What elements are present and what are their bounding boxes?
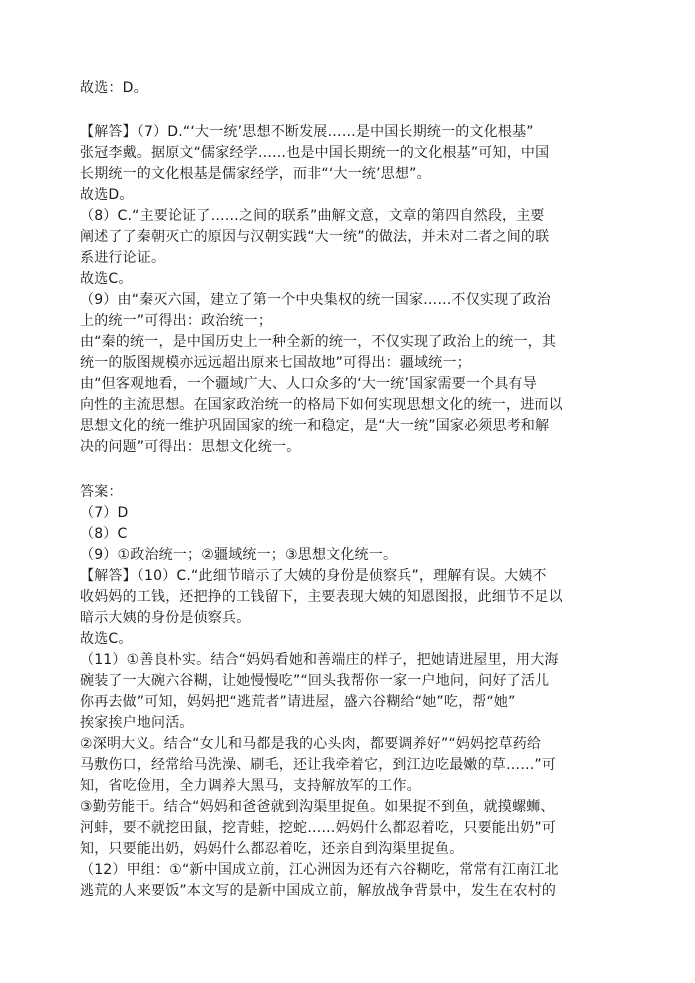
answer-heading: 答案： xyxy=(80,484,123,500)
text-line: 由“秦的统一，是中国历史上一种全新的统一，不仅实现了政治上的统一，其 xyxy=(80,334,557,350)
text-line: 故选D。 xyxy=(80,187,134,203)
text-line: 【解答】（10）C.“此细节暗示了大姨的身份是侦察兵”，理解有误。大姨不 xyxy=(80,568,547,584)
text-line: （9）①政治统一；②疆域统一；③思想文化统一。 xyxy=(80,547,398,563)
text-line: 逃荒的人来要饭”本文写的是新中国成立前，解放战争背景中，发生在农村的 xyxy=(80,883,557,899)
text-line: （7）D xyxy=(80,505,129,521)
text-line: 故选：D。 xyxy=(80,80,148,96)
text-line: 统一的版图规模亦远远超出原来七国故地”可得出：疆域统一； xyxy=(80,355,471,371)
text-line: 上的统一”可得出：政治统一； xyxy=(80,313,273,329)
text-line: ③勤劳能干。结合“妈妈和爸爸就到沟渠里捉鱼。如果捉不到鱼，就摸螺蛳、 xyxy=(80,799,555,815)
text-line: 碗装了一大碗六谷糊，让她慢慢吃”“回头我帮你一家一户地问，问好了活儿 xyxy=(80,673,550,689)
text-line: 知，只要能出奶，妈妈什么都忍着吃，还亲自到沟渠里捉鱼。 xyxy=(80,841,464,857)
text-line: 张冠李戴。据原文“儒家经学……也是中国长期统一的文化根基”可知，中国 xyxy=(80,145,550,161)
text-line: 长期统一的文化根基是儒家经学，而非“‘大一统’思想”。 xyxy=(80,166,431,182)
text-line: 【解答】（7）D.“‘大一统’思想不断发展……是中国长期统一的文化根基” xyxy=(80,124,534,140)
text-line: 故选C。 xyxy=(80,631,133,647)
text-line: 思想文化的统一维护巩固国家的统一和稳定，是“大一统”国家必须思考和解 xyxy=(80,418,550,434)
text-line: ②深明大义。结合“女儿和马都是我的心头肉，都要调养好”“妈妈挖草药给 xyxy=(80,736,542,752)
text-line: （11）①善良朴实。结合“妈妈看她和善端庄的样子，把她请进屋里，用大海 xyxy=(80,652,559,668)
text-line: 由“但客观地看，一个疆域广大、人口众多的‘大一统’国家需要一个具有导 xyxy=(80,376,537,392)
text-line: 河蚌，要不就挖田鼠，挖青蛙，挖蛇……妈妈什么都忍着吃，只要能出奶”可 xyxy=(80,820,557,836)
text-line: （9）由“秦灭六国，建立了第一个中央集权的统一国家……不仅实现了政治 xyxy=(80,292,551,308)
text-line: 决的问题”可得出：思想文化统一。 xyxy=(80,439,301,455)
text-line: 阐述了了秦朝灭亡的原因与汉朝实践“大一统”的做法，并未对二者之间的联 xyxy=(80,229,550,245)
text-line: 收妈妈的工钱，还把挣的工钱留下，主要表现大姨的知恩图报，此细节不足以 xyxy=(80,589,563,605)
text-line: 挨家挨户地问活。 xyxy=(80,715,194,731)
text-line: 系进行论证。 xyxy=(80,250,166,266)
text-line: （12）甲组：①“新中国成立前，江心洲因为还有六谷糊吃，常常有江南江北 xyxy=(80,862,559,878)
text-line: 知，省吃俭用，全力调养大黑马，支持解放军的工作。 xyxy=(80,778,421,794)
text-line: 故选C。 xyxy=(80,271,133,287)
text-line: （8）C.“主要论证了……之间的联系”曲解文意，文章的第四自然段，主要 xyxy=(80,208,545,224)
text-line: 暗示大姨的身份是侦察兵。 xyxy=(80,610,251,626)
text-line: 向性的主流思想。在国家政治统一的格局下如何实现思想文化的统一，进而以 xyxy=(80,397,563,413)
text-line: 你再去做”可知，妈妈把“逃荒者”请进屋，盛六谷糊给“她”吃，帮“她” xyxy=(80,694,516,710)
text-line: 马敷伤口，经常给马洗澡、刷毛，还让我牵着它，到江边吃最嫩的草……”可 xyxy=(80,757,557,773)
text-line: （8）C xyxy=(80,526,128,542)
